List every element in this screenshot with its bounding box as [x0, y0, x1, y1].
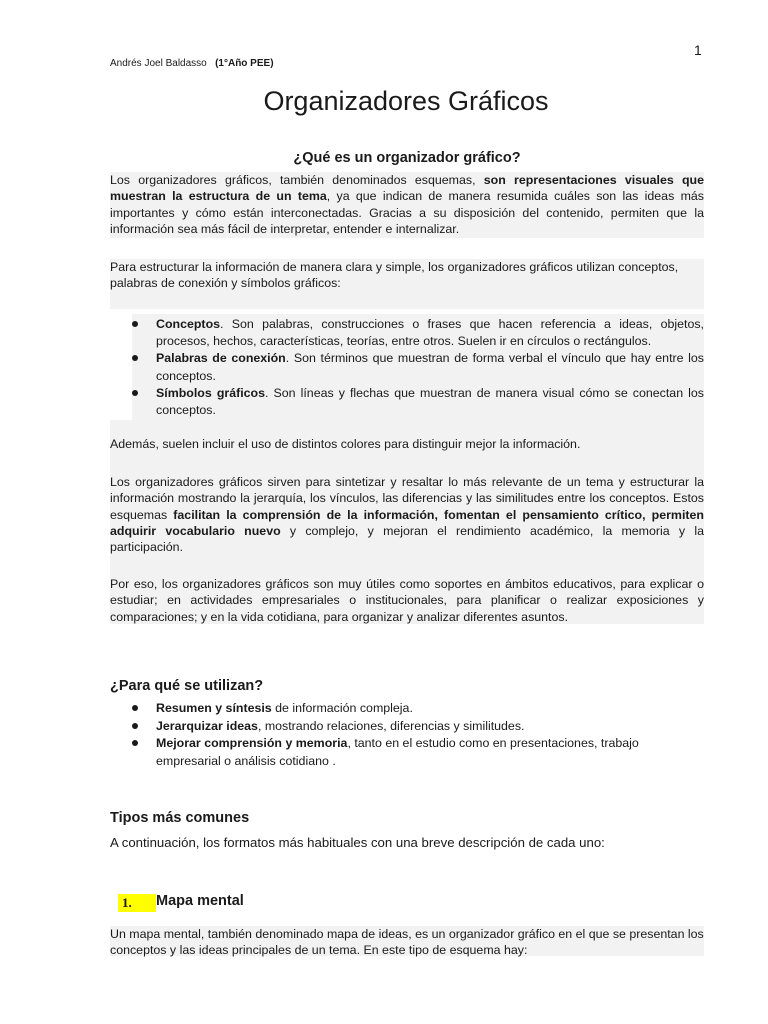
bullet-icon: [132, 705, 138, 711]
list-item: Mejorar comprensión y memoria, tanto en el estudio como en presentaciones, trabajo empresarial o análisis cotidiano .: [132, 735, 704, 770]
header-author: Andrés Joel Baldasso: [110, 58, 207, 69]
list-item: Resumen y síntesis de información compleja.: [132, 700, 704, 718]
paragraph-mind-map: Un mapa mental, también denominado mapa de ideas, es un organizador gráfico en el que se presentan los conceptos y las ideas principales de un tema. En este tipo de esquema hay:: [110, 927, 704, 958]
paragraph-purpose: Los organizadores gráficos sirven para sintetizar y resaltar lo más relevante de un tema y estructurar la información mostrando la jerarquía, los vínculos, las diferencias y las similitudes entre los conceptos. Estos esquemas facilitan la comprensión de la información, fomentan el pensamiento crítico, permiten adquirir vocabulario nuevo y complejo, y mejoran el rendimiento académico, la memoria y la participación.: [110, 466, 704, 574]
list-item: Símbolos gráficos. Son líneas y flechas que muestran de manera visual cómo se conectan los conceptos.: [132, 385, 704, 419]
paragraph-colors: Además, suelen incluir el uso de distintos colores para distinguir mejor la información.: [110, 420, 704, 466]
bullet-icon: [132, 321, 138, 327]
list-item: Conceptos. Son palabras, construcciones o frases que hacen referencia a ideas, objetos, procesos, hechos, características, teorías, entre otros. Suelen ir en círculos o rectángulos.: [132, 316, 704, 350]
page-number: 1: [694, 42, 702, 58]
section-heading-types: Tipos más comunes: [110, 810, 250, 826]
bullet-icon: [132, 355, 138, 361]
bullet-list-uses: [132, 700, 704, 770]
list-item: Jerarquizar ideas, mostrando relaciones, diferencias y similitudes.: [132, 718, 704, 736]
section-heading-uses: ¿Para qué se utilizan?: [110, 678, 264, 694]
bullet-icon: [132, 723, 138, 729]
bold-phrase: facilitan la comprensión de la información, fomentan el pensamiento crítico, permiten adquirir vocabulario nuevo: [110, 507, 704, 538]
document-title: Organizadores Gráficos: [263, 86, 549, 116]
paragraph-structure: Para estructurar la información de manera clara y simple, los organizadores gráficos utilizan conceptos, palabras de conexión y símbolos gráficos:: [110, 259, 704, 309]
paragraph-definition: Los organizadores gráficos, también denominados esquemas, son representaciones visuales que muestran la estructura de un tema, ya que indican de manera resumida cuáles son las ideas más importantes y cómo están interconectadas. Gracias a su disposición del contenido, permiten que la información sea más fácil de interpretar, entender e internalizar.: [110, 172, 704, 238]
bullet-list-elements: [132, 314, 704, 420]
types-intro: A continuación, los formatos más habituales con una breve descripción de cada uno:: [110, 835, 605, 850]
section-heading-what-is: ¿Qué es un organizador gráfico?: [293, 150, 521, 166]
bold-phrase: son representaciones visuales que muestran la estructura de un tema: [110, 173, 704, 204]
list-item: Palabras de conexión. Son términos que muestran de forma verbal el vínculo que hay entre los conceptos.: [132, 350, 704, 384]
subheading-mind-map: Mapa mental: [156, 893, 244, 909]
bullet-icon: [132, 390, 138, 396]
paragraph-uses: Por eso, los organizadores gráficos son muy útiles como soportes en ámbitos educativos, para explicar o estudiar; en actividades empresariales o institucionales, para planificar o realizar exposiciones y comparaciones; y en la vida cotidiana, para organizar y analizar diferentes asuntos.: [110, 574, 704, 624]
list-number-highlight: 1.: [118, 894, 156, 912]
bullet-icon: [132, 740, 138, 746]
header-course: (1°Año PEE): [215, 58, 274, 69]
document-header: [110, 58, 274, 69]
